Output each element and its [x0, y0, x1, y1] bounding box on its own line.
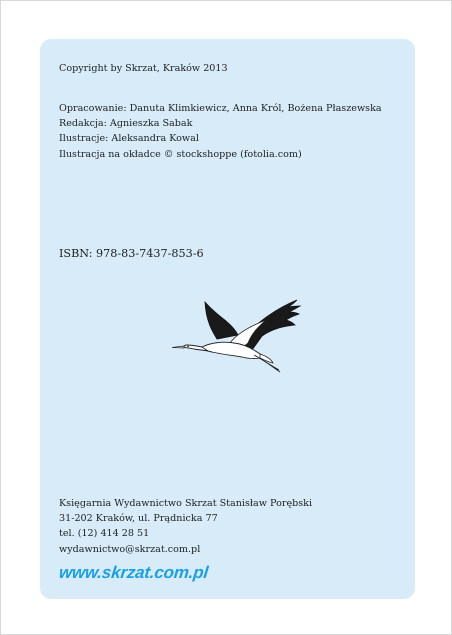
publisher-address: 31-202 Kraków, ul. Prądnicka 77	[59, 513, 218, 525]
stork-illustration	[172, 299, 302, 374]
publisher-email[interactable]: wydawnictwo@skrzat.com.pl	[59, 543, 201, 555]
isbn-line: ISBN: 978-83-7437-853-6	[59, 247, 204, 260]
credit-cover-illustration: Ilustracja na okładce © stockshoppe (fotolia.com)	[59, 148, 302, 160]
imprint-panel	[40, 39, 415, 599]
stork-far-wing	[205, 302, 238, 339]
stork-tail	[260, 354, 273, 363]
copyright-line: Copyright by Skrzat, Kraków 2013	[59, 63, 228, 74]
credit-editing: Redakcja: Agnieszka Sabak	[59, 118, 193, 130]
stork-beak	[172, 346, 184, 348]
credits-block	[59, 101, 382, 162]
publisher-name: Księgarnia Wydawnictwo Skrzat Stanisław Porębski	[59, 498, 313, 509]
website-link[interactable]: www.skrzat.com.pl	[58, 563, 210, 582]
stork-eye	[187, 346, 189, 348]
publisher-phone: tel. (12) 414 28 51	[59, 528, 150, 540]
publisher-block	[59, 496, 312, 557]
credit-illustrations: Ilustracje: Aleksandra Kowal	[59, 133, 199, 145]
credit-compilation: Opracowanie: Danuta Klimkiewicz, Anna Król, Bożena Płaszewska	[59, 103, 382, 114]
